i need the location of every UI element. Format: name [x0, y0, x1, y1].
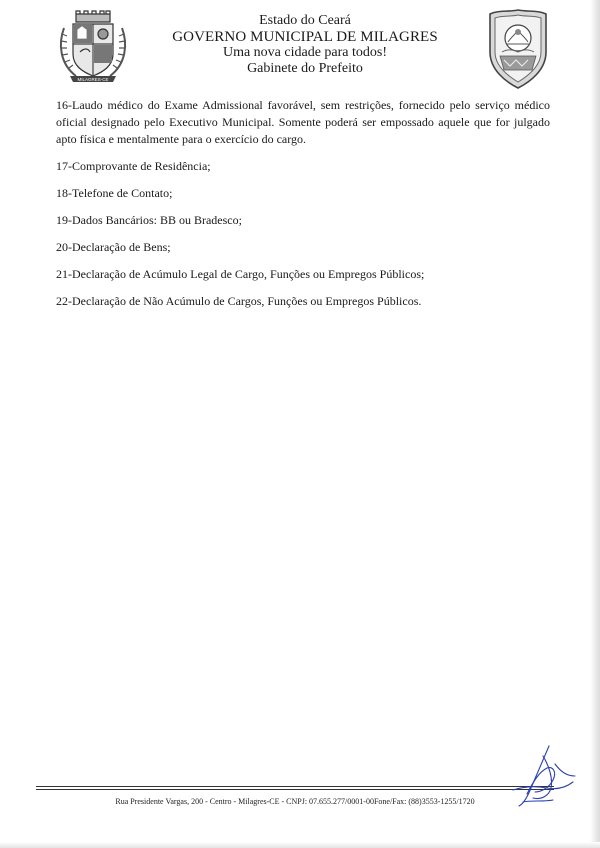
footer-address: Rua Presidente Vargas, 200 - Centro - Milagres-CE - CNPJ: 07.655.277/0001-00Fone/Fax: (88)3553-1255/1720 [115, 797, 475, 806]
list-item: 22-Declaração de Não Acúmulo de Cargos, Funções ou Empregos Públicos. [56, 294, 422, 308]
page-edge-bottom [0, 842, 600, 848]
footer-divider [36, 786, 554, 787]
crest-banner-text: MILAGRES-CE [77, 77, 109, 82]
list-item: 21-Declaração de Acúmulo Legal de Cargo, Funções ou Empregos Públicos; [56, 267, 425, 281]
letterhead [150, 13, 460, 77]
list-item: 20-Declaração de Bens; [56, 240, 171, 254]
municipal-crest-icon [54, 8, 132, 86]
state-name: Estado do Ceará [259, 13, 351, 28]
paragraph-item-16: 16-Laudo médico do Exame Admissional favorável, sem restrições, fornecido pelo serviço médico oficial designado pelo Executivo Municipal. Somente poderá ser empossado aquele que for julgado apto física e mentalmente para o exercício do cargo. [56, 98, 550, 146]
list-item: 19-Dados Bancários: BB ou Bradesco; [56, 213, 242, 227]
signature-icon [503, 742, 579, 812]
page-edge [590, 0, 600, 848]
government-name: GOVERNO MUNICIPAL DE MILAGRES [172, 29, 438, 45]
state-crest-icon [484, 8, 552, 90]
document-body [56, 97, 550, 320]
office-name: Gabinete do Prefeito [247, 61, 363, 76]
list-item: 18-Telefone de Contato; [56, 186, 173, 200]
list-item: 17-Comprovante de Residência; [56, 159, 211, 173]
footer-divider [36, 789, 554, 790]
slogan: Uma nova cidade para todos! [222, 45, 388, 60]
